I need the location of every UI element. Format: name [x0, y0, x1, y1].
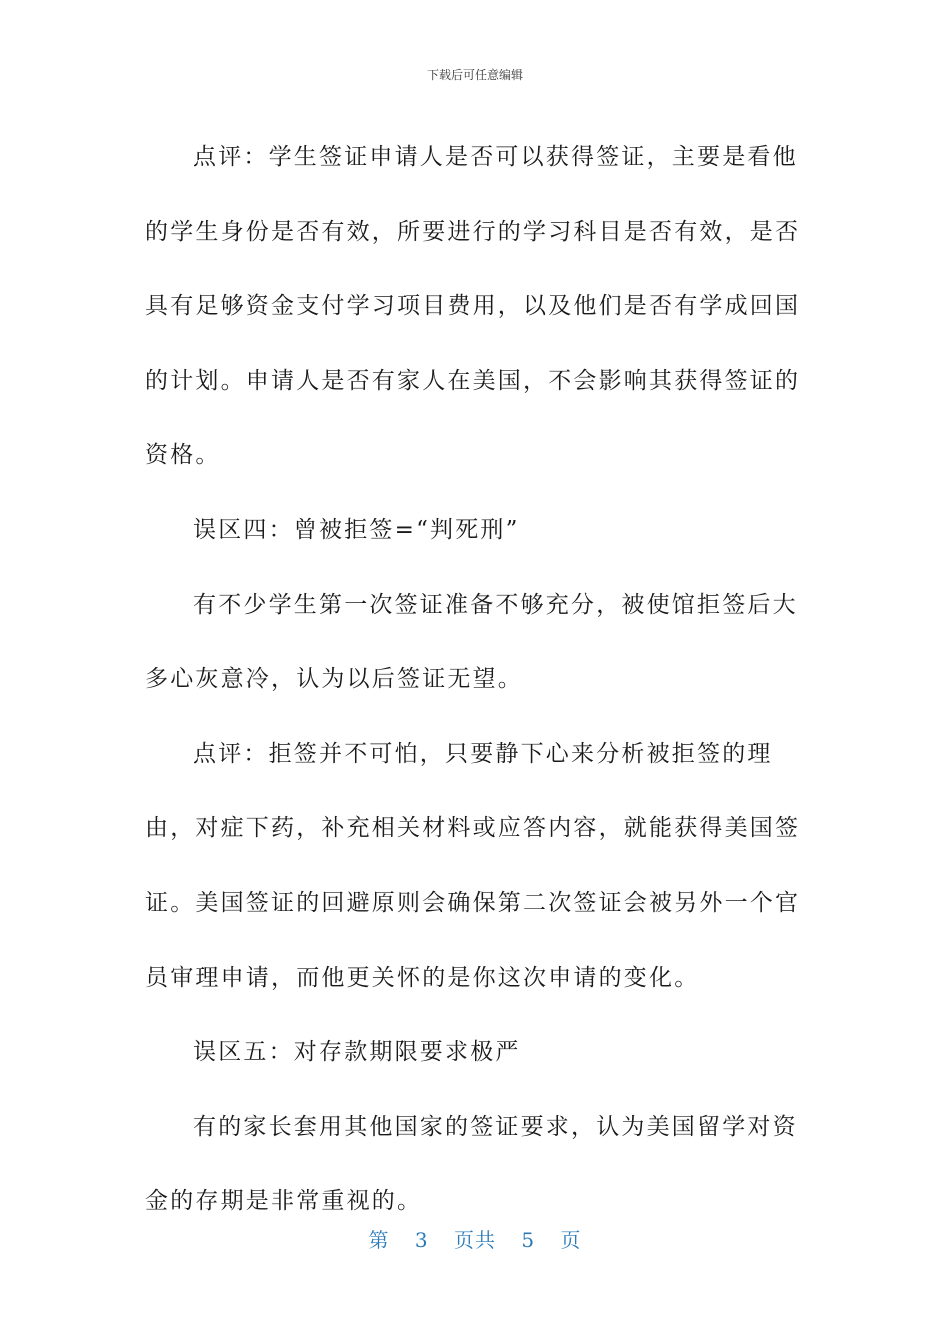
- section-heading-myth-5: 误区五：对存款期限要求极严: [193, 1039, 521, 1066]
- page-header: 下载后可任意编辑: [426, 68, 523, 82]
- document-body: [145, 120, 805, 1239]
- paragraph-comment-3: 点评：学生签证申请人是否可以获得签证，主要是看他的学生身份是否有效，所要进行的学习科目是否有效，是否具有足够资金支付学习项目费用，以及他们是否有学成回国的计划。申请人是否有家人在美国，不会影响其获得签证的资格。: [145, 144, 801, 469]
- page-number-footer: 第 3 页共 5 页: [368, 1228, 582, 1252]
- paragraph-myth-5: 有的家长套用其他国家的签证要求，认为美国留学对资金的存期是非常重视的。: [145, 1113, 798, 1215]
- section-heading-myth-4: 误区四：曾被拒签=“判死刑”: [193, 516, 520, 543]
- paragraph-myth-4: 有不少学生第一次签证准备不够充分，被使馆拒签后大多心灰意冷，认为以后签证无望。: [145, 591, 798, 693]
- paragraph-comment-4: 点评：拒签并不可怕，只要静下心来分析被拒签的理由，对症下药，补充相关材料或应答内容，就能获得美国签证。美国签证的回避原则会确保第二次签证会被另外一个官员审理申请，而他更关怀的是你这次申请的变化。: [145, 740, 801, 991]
